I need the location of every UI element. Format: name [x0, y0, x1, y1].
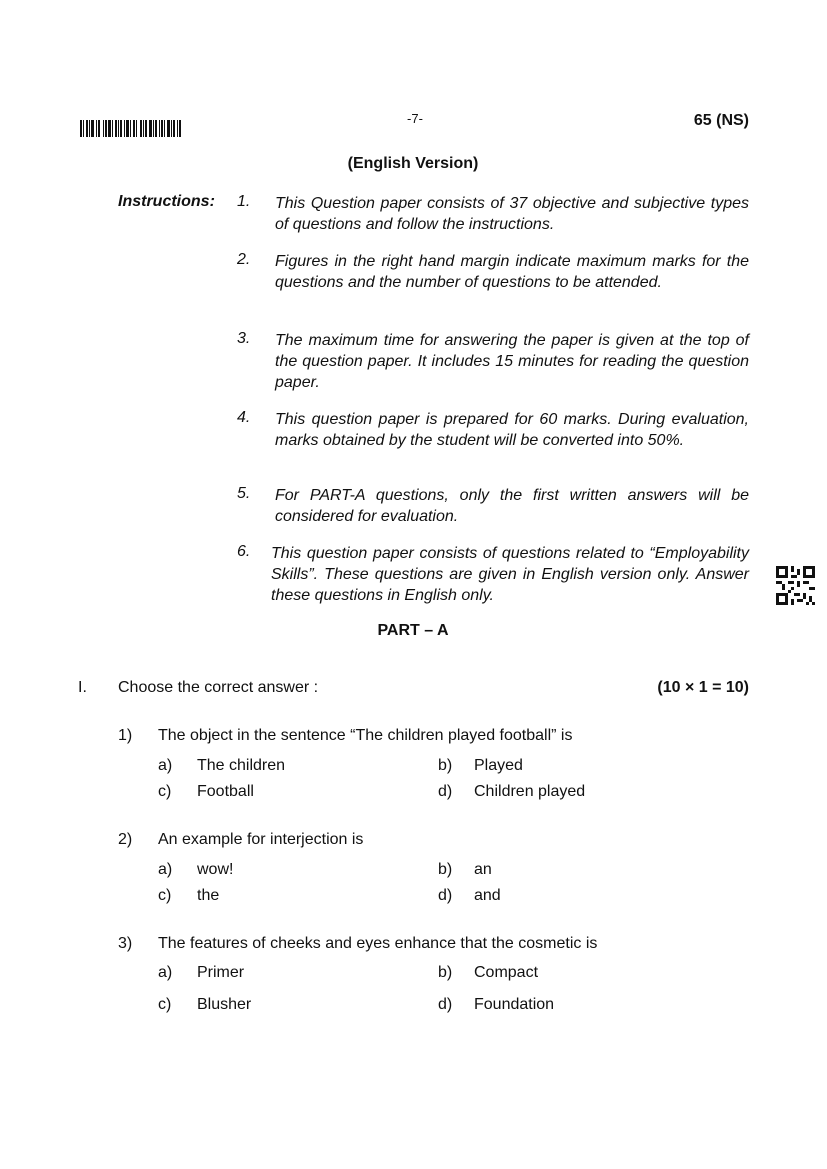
option-key: a) — [158, 757, 173, 774]
section-number: I. — [78, 679, 87, 696]
question-number: 2) — [118, 831, 133, 848]
option-text: and — [474, 887, 501, 904]
instruction-text: This question paper consists of questions related to “Employability Skills”. These questions are given in English version only. Answer these questions in English only. — [271, 545, 749, 604]
option-text: Compact — [474, 964, 539, 981]
option-text: The children — [197, 757, 286, 774]
option-text: Football — [197, 783, 254, 800]
version-title: (English Version) — [347, 155, 479, 172]
instruction-number: 6. — [237, 543, 251, 560]
instruction-number: 1. — [237, 193, 251, 210]
option-key: d) — [438, 887, 453, 904]
option-key: d) — [438, 783, 453, 800]
option-key: c) — [158, 783, 172, 800]
instruction-text: The maximum time for answering the paper is given at the top of the question paper. It includes 15 minutes for reading the question paper. — [275, 332, 749, 391]
instruction-text: Figures in the right hand margin indicate maximum marks for the questions and the number of questions to be attended. — [275, 253, 749, 291]
instruction-text: This question paper is prepared for 60 marks. During evaluation, marks obtained by the student will be converted into 50%. — [275, 411, 749, 449]
section-marks: (10 × 1 = 10) — [657, 679, 749, 696]
option-text: an — [474, 861, 492, 878]
option-text: wow! — [197, 861, 234, 878]
option-text: Foundation — [474, 996, 555, 1013]
option-key: b) — [438, 861, 453, 878]
option-key: d) — [438, 996, 453, 1013]
instruction-text: This Question paper consists of 37 objective and subjective types of questions and follow the instructions. — [275, 195, 749, 233]
instruction-number: 3. — [237, 330, 251, 347]
question-text: The features of cheeks and eyes enhance that the cosmetic is — [158, 935, 598, 952]
option-text: the — [197, 887, 220, 904]
option-key: c) — [158, 887, 172, 904]
question-text: The object in the sentence “The children played football” is — [158, 727, 573, 744]
question-number: 1) — [118, 727, 133, 744]
paper-code: 65 (NS) — [693, 112, 749, 129]
instruction-number: 2. — [237, 251, 251, 268]
option-key: a) — [158, 861, 173, 878]
question-number: 3) — [118, 935, 133, 952]
qr-code — [776, 566, 815, 605]
option-text: Children played — [474, 783, 586, 800]
instruction-number: 4. — [237, 409, 251, 426]
instruction-number: 5. — [237, 485, 251, 502]
instructions-label: Instructions: — [118, 193, 215, 210]
option-key: a) — [158, 964, 173, 981]
option-key: c) — [158, 996, 172, 1013]
instruction-text: For PART-A questions, only the first written answers will be considered for evaluation. — [275, 487, 749, 525]
section-title: Choose the correct answer : — [118, 679, 319, 696]
option-text: Blusher — [197, 996, 252, 1013]
option-key: b) — [438, 964, 453, 981]
barcode — [80, 120, 194, 137]
question-text: An example for interjection is — [158, 831, 364, 848]
option-text: Played — [474, 757, 523, 774]
option-text: Primer — [197, 964, 245, 981]
option-key: b) — [438, 757, 453, 774]
part-heading: PART – A — [377, 622, 449, 639]
page-number: -7- — [407, 111, 423, 126]
